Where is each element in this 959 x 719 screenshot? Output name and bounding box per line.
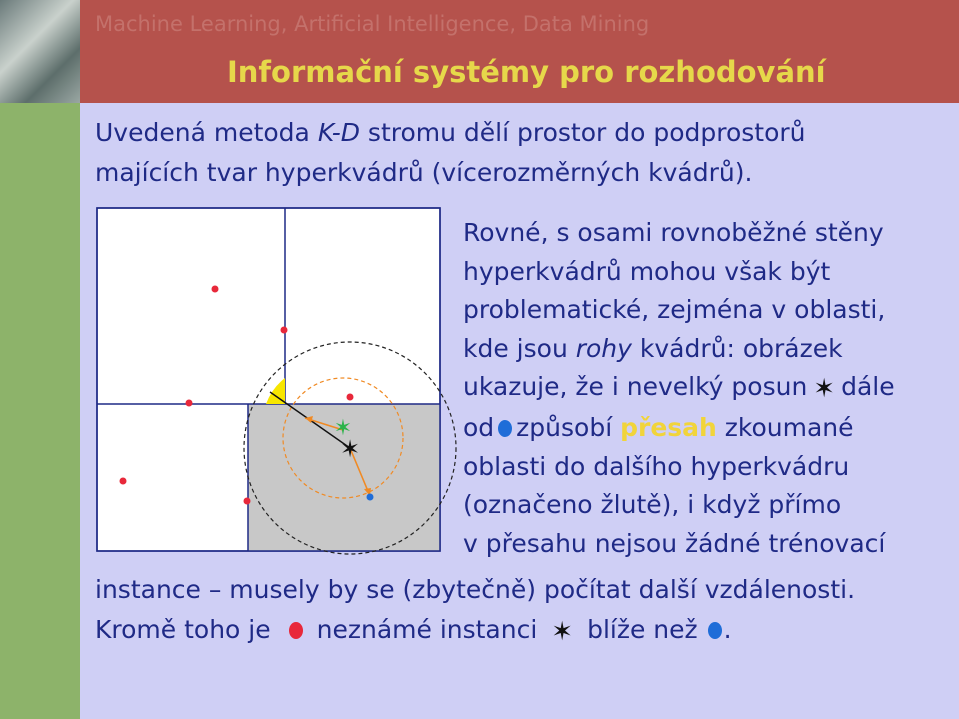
intro-line-2: majících tvar hyperkvádrů (vícerozměrných kvádrů). [95, 158, 753, 187]
intro-text: stromu dělí prostor do podprostorů [359, 118, 806, 147]
header-subtitle: Machine Learning, Artificial Intelligence, Data Mining [95, 12, 650, 36]
bottom-line-1: instance – musely by se (zbytečně) počítat další vzdálenosti. [95, 575, 856, 604]
bottom-text: blíže než [587, 615, 698, 644]
side-text: od [463, 412, 495, 442]
green-star-icon: ✶ [333, 416, 353, 441]
bottom-text: . [723, 615, 732, 644]
training-point [186, 400, 193, 407]
side-line: Rovné, s osami rovnoběžné stěny [463, 218, 884, 247]
page-title: Informační systémy pro rozhodování [227, 55, 826, 89]
side-text: zkoumané [716, 412, 854, 442]
side-line: oblasti do dalšího hyperkvádru [463, 451, 850, 481]
black-star-icon: ✶ [339, 435, 361, 463]
side-line: (označeno žlutě), i když přímo [463, 490, 842, 520]
training-point [347, 394, 354, 401]
side-rohy-term: rohy [575, 333, 632, 363]
star-icon: ✶ [813, 374, 836, 405]
side-line: problematické, zejména v oblasti, [463, 295, 886, 325]
side-text: způsobí [516, 412, 621, 442]
side-line: hyperkvádrů mohou však být [463, 256, 831, 286]
nearest-neighbor-point [367, 494, 374, 501]
side-text: ukazuje, že i nevelký posun [463, 372, 808, 402]
training-point [212, 286, 219, 293]
intro-kd-term: K-D [317, 118, 360, 147]
training-point [281, 327, 288, 334]
side-presah-term: přesah [620, 412, 717, 442]
side-text: dále [841, 372, 895, 402]
training-point [244, 498, 251, 505]
training-point [120, 478, 127, 485]
side-line: v přesahu nejsou žádné trénovací [463, 528, 886, 558]
intro-text: Uvedená metoda [95, 118, 318, 147]
star-icon: ✶ [551, 617, 574, 647]
side-text: kvádrů: obrázek [631, 333, 843, 363]
bottom-text: neznámé instanci [316, 615, 538, 644]
side-text: kde jsou [463, 333, 576, 363]
bottom-text: Kromě toho je [95, 615, 271, 644]
